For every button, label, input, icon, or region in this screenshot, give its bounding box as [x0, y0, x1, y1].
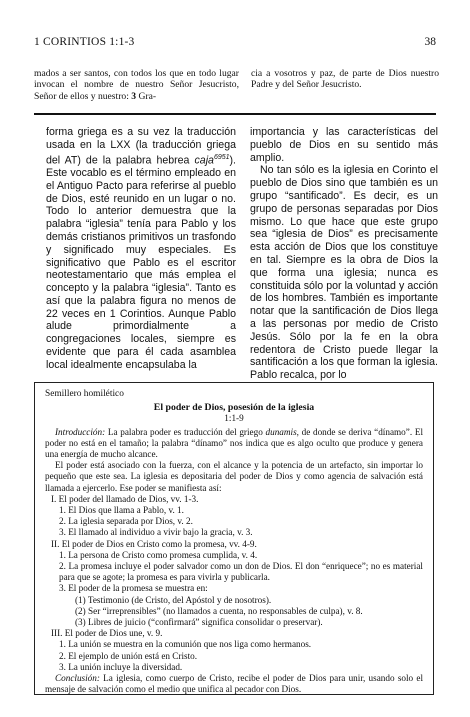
commentary-text: forma griega es a su vez la traducción usada en la LXX (la traducción griega del AT) de la palabra hebrea [46, 126, 236, 167]
conclusion-paragraph [45, 673, 423, 695]
outline-subpoint: 2. El ejemplo de unión está en Cristo. [59, 650, 198, 661]
scripture-column-right: cia a vosotros y paz, de parte de Dios nuestro Padre y del Señor Jesucristo. [251, 68, 439, 91]
body-paragraph: El poder está asociado con la fuerza, con el alcance y la potencia de un artefacto, sin importar lo pequeño que este sea. La iglesia es depositaria del poder de Dios y como agencia de salvación está llamada a ejercerlo. Ese poder se manifiesta así: [45, 460, 423, 493]
commentary-paragraph: No tan sólo es la iglesia en Corinto el pueblo de Dios sino que también es un grupo “santificado”. Es decir, es un grupo de personas separadas por Dios mismo. Lo que hace que este grupo sea “iglesia de Dios” es precisamente esta acción de Dios que los constituye en tal. Siempre es la obra de Dios la que forma una iglesia; nunca es constituida sólo por la voluntad y acción de los hombres. También es importante notar que la santificación de Dios llega a las personas por medio de Cristo Jesús. Sólo por la fe en la obra redentora de Cristo puede llegar la santificación a los que forman la iglesia. Pablo recalca, por lo [250, 164, 438, 382]
strong-number: 6951 [213, 153, 230, 161]
outline-subpoint: 3. El poder de la promesa se muestra en: [59, 583, 208, 594]
section-divider [34, 113, 436, 115]
outline-item: (2) Ser “irreprensibles” (no llamados a cuenta, no responsables de culpa), v. 8. [75, 605, 363, 616]
outline-point: III. El poder de Dios une, v. 9. [51, 628, 163, 639]
sermon-outline-box [34, 382, 434, 695]
outline-subpoint: 1. La unión se muestra en la comunión que nos liga como hermanos. [59, 639, 312, 650]
greek-term: dunamis, [265, 426, 299, 437]
introduction-paragraph [45, 427, 423, 461]
outline-item: (1) Testimonio (de Cristo, del Apóstol y de nosotros). [75, 594, 272, 605]
commentary-text-continued: ). Este vocablo es el término empleado en el Antiguo Pacto para referirse al pueblo de Dios, esté reunido en un lugar o no. Todo lo anterior demuestra que la palabra “iglesia” tenía para Pablo y los demás cristianos primitivos un trasfondo y significado muy especiales. Es significativo que Pablo es el escritor neotestamentario que más emplea el concepto y la palabra “iglesia”. Tanto es así que la palabra figura no menos de 22 veces en 1 Corintios. Aunque Pablo alude primordialmente a congregaciones locales, siempre es evidente que para él cada asamblea local idealmente encapsulaba la [46, 154, 236, 371]
conclusion-text: La iglesia, como cuerpo de Cristo, recibe el poder de Dios para unir, usando solo el mensaje de salvación como el medio que unifica al pecador con Dios. [45, 673, 423, 695]
outline-point: I. El poder del llamado de Dios, vv. 1-3. [51, 493, 199, 504]
outline-point: II. El poder de Dios en Cristo como la promesa, vv. 4-9. [51, 538, 257, 549]
verse-number: 3 [131, 90, 137, 102]
scripture-text-left-end: Gra- [138, 90, 157, 102]
outline-title: El poder de Dios, posesión de la iglesia [153, 402, 315, 414]
book-reference: 1 CORINTIOS 1:1-3 [34, 36, 135, 48]
commentary-column-right [250, 126, 438, 382]
scripture-text [34, 68, 439, 112]
outline-subpoint: 2. La promesa incluye el poder salvador como un don de Dios. El don “enriquece”; no es material para que se agote; la promesa es para vivirla y publicarla. [59, 561, 423, 583]
outline-item: (3) Libres de juicio (“confirmará” significa consolidar o preservar). [75, 617, 323, 628]
outline-subpoint: 2. La iglesia separada por Dios, v. 2. [59, 516, 193, 527]
running-header [34, 36, 436, 50]
box-label: Semillero homilético [45, 389, 124, 399]
outline-subpoint: 3. La unión incluye la diversidad. [59, 661, 183, 672]
page-number: 38 [424, 36, 436, 48]
introduction-text-continued: de donde se deriva “dínamo”. El poder no está en el tamaño; la palabra “dínamo” nos indica que es algo oculto que produce y genera una energía de mucho alcance. [45, 426, 423, 460]
outline-subpoint: 3. El llamado al individuo a vivir bajo la gracia, v. 3. [59, 527, 253, 538]
introduction-text: La palabra poder es traducción del griego [105, 426, 266, 437]
hebrew-term: caja [194, 154, 214, 167]
conclusion-label: Conclusión: [55, 673, 100, 684]
outline-subpoint: 1. El Dios que llama a Pablo, v. 1. [59, 505, 184, 516]
scripture-column-left [34, 68, 239, 102]
outline-reference: 1:1-9 [224, 413, 244, 424]
introduction-label: Introducción: [55, 426, 106, 437]
commentary-paragraph: importancia y las características del pueblo de Dios en su sentido más amplio. [250, 126, 438, 164]
commentary-column-left [46, 126, 236, 372]
commentary-body [34, 126, 438, 382]
outline-subpoint: 1. La persona de Cristo como promesa cumplida, v. 4. [59, 549, 258, 560]
scripture-text-left: mados a ser santos, con todos los que en todo lugar invocan el nombre de nuestro Señor Jesucristo, Señor de ellos y nuestro: [34, 68, 239, 102]
